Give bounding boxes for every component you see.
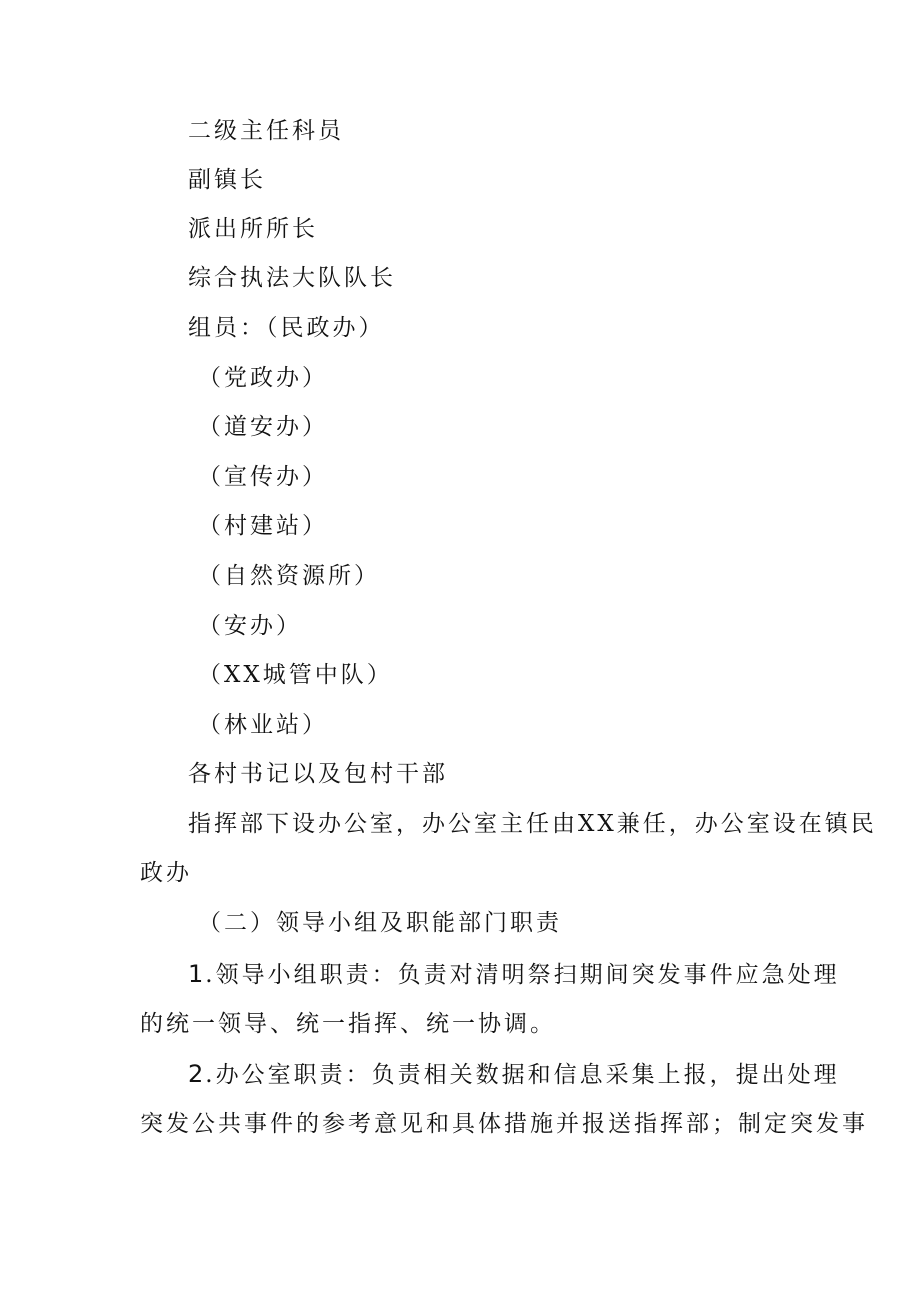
- member-item: （自然资源所）: [198, 563, 380, 589]
- office-paragraph-line2: 政办: [140, 860, 192, 886]
- title-line-enforcement-captain: 综合执法大队队长: [188, 265, 396, 291]
- member-item: （XX城管中队）: [198, 662, 393, 688]
- member-item: （村建站）: [198, 513, 328, 539]
- item-2-number: 2: [188, 1060, 206, 1088]
- item-2-line1: .办公室职责：负责相关数据和信息采集上报，提出处理: [205, 1062, 840, 1088]
- item-1-number: 1: [188, 960, 206, 988]
- item-1-line1: .领导小组职责：负责对清明祭扫期间突发事件应急处理: [205, 962, 840, 988]
- item-1-paragraph: [140, 950, 840, 1049]
- member-item: （宣传办）: [198, 464, 328, 490]
- item-2-paragraph: [140, 1050, 868, 1149]
- title-line-police-chief: 派出所所长: [188, 216, 318, 242]
- office-paragraph: [140, 800, 877, 898]
- members-label: 组员：（民政办）: [188, 315, 385, 341]
- member-item: （道安办）: [198, 414, 328, 440]
- village-cadres-line: 各村书记以及包村干部: [188, 761, 448, 787]
- section-heading: （二）领导小组及职能部门职责: [198, 910, 562, 936]
- office-paragraph-line1: 指挥部下设办公室，办公室主任由XX兼任，办公室设在镇民: [188, 811, 877, 837]
- member-item: （党政办）: [198, 365, 328, 391]
- title-line-deputy-mayor: 副镇长: [188, 167, 266, 193]
- member-item: （安办）: [198, 613, 302, 639]
- title-line-deputy-director: 二级主任科员: [188, 118, 344, 144]
- item-2-line2: 突发公共事件的参考意见和具体措施并报送指挥部；制定突发事: [140, 1111, 868, 1137]
- member-item: （林业站）: [198, 712, 328, 738]
- item-1-line2: 的统一领导、统一指挥、统一协调。: [140, 1011, 556, 1037]
